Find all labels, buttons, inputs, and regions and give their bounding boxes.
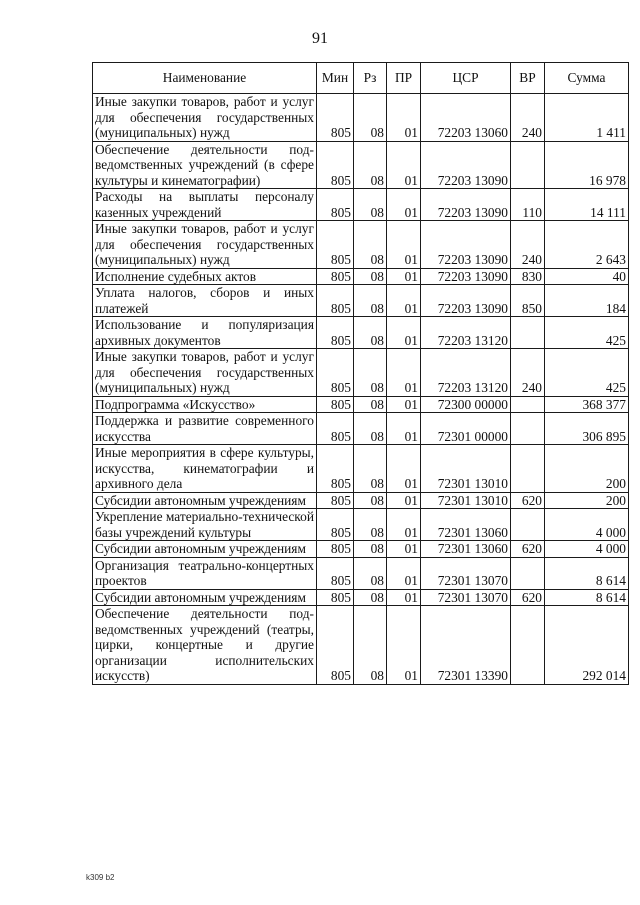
table-row xyxy=(93,541,629,558)
table-row xyxy=(93,141,629,189)
row-vr: 620 xyxy=(511,541,545,558)
row-name: Поддержка и развитие современного искусства xyxy=(93,413,317,445)
row-rz: 08 xyxy=(354,413,387,445)
row-pr: 01 xyxy=(387,317,421,349)
row-min: 805 xyxy=(317,557,354,589)
row-csr: 72301 13060 xyxy=(421,509,511,541)
row-pr: 01 xyxy=(387,606,421,685)
row-csr: 72301 13070 xyxy=(421,589,511,606)
row-rz: 08 xyxy=(354,445,387,493)
table-row xyxy=(93,268,629,285)
row-csr: 72203 13090 xyxy=(421,189,511,221)
row-vr: 850 xyxy=(511,285,545,317)
row-rz: 08 xyxy=(354,557,387,589)
row-pr: 01 xyxy=(387,413,421,445)
row-pr: 01 xyxy=(387,509,421,541)
row-vr xyxy=(511,445,545,493)
row-vr xyxy=(511,141,545,189)
row-vr: 110 xyxy=(511,189,545,221)
table-row xyxy=(93,285,629,317)
row-vr: 620 xyxy=(511,492,545,509)
row-name: Субсидии автономным учреждениям xyxy=(93,492,317,509)
row-pr: 01 xyxy=(387,445,421,493)
table-row xyxy=(93,94,629,142)
row-csr: 72301 13010 xyxy=(421,492,511,509)
row-min: 805 xyxy=(317,445,354,493)
row-rz: 08 xyxy=(354,189,387,221)
row-rz: 08 xyxy=(354,492,387,509)
row-csr: 72301 13010 xyxy=(421,445,511,493)
row-rz: 08 xyxy=(354,589,387,606)
header-name: Наименование xyxy=(93,63,317,94)
row-sum: 8 614 xyxy=(545,589,629,606)
table-row xyxy=(93,189,629,221)
row-min: 805 xyxy=(317,589,354,606)
row-sum: 4 000 xyxy=(545,541,629,558)
table-row xyxy=(93,413,629,445)
row-rz: 08 xyxy=(354,541,387,558)
row-rz: 08 xyxy=(354,94,387,142)
row-pr: 01 xyxy=(387,557,421,589)
row-sum: 200 xyxy=(545,445,629,493)
row-min: 805 xyxy=(317,317,354,349)
header-csr: ЦСР xyxy=(421,63,511,94)
header-min: Мин xyxy=(317,63,354,94)
row-vr xyxy=(511,317,545,349)
table-body xyxy=(93,94,629,685)
row-name: Иные закупки товаров, работ и услуг для обеспечения государственных (муниципальных) нужд xyxy=(93,221,317,269)
row-sum: 8 614 xyxy=(545,557,629,589)
header-rz: Рз xyxy=(354,63,387,94)
row-name: Укрепление материально-технической базы учреждений культуры xyxy=(93,509,317,541)
row-csr: 72301 13060 xyxy=(421,541,511,558)
table-row xyxy=(93,317,629,349)
row-csr: 72203 13090 xyxy=(421,268,511,285)
row-min: 805 xyxy=(317,268,354,285)
row-csr: 72203 13120 xyxy=(421,317,511,349)
row-vr xyxy=(511,509,545,541)
table-row xyxy=(93,509,629,541)
row-pr: 01 xyxy=(387,285,421,317)
row-sum: 184 xyxy=(545,285,629,317)
row-csr: 72203 13060 xyxy=(421,94,511,142)
row-sum: 425 xyxy=(545,349,629,397)
table-row xyxy=(93,557,629,589)
page-number: 91 xyxy=(312,30,328,47)
row-sum: 14 111 xyxy=(545,189,629,221)
row-name: Использование и популяризация архивных документов xyxy=(93,317,317,349)
table-row xyxy=(93,606,629,685)
header-sum: Сумма xyxy=(545,63,629,94)
row-name: Уплата налогов, сборов и иных платежей xyxy=(93,285,317,317)
row-rz: 08 xyxy=(354,349,387,397)
row-vr: 240 xyxy=(511,221,545,269)
row-sum: 40 xyxy=(545,268,629,285)
row-name: Субсидии автономным учреждениям xyxy=(93,589,317,606)
row-csr: 72203 13120 xyxy=(421,349,511,397)
table-row xyxy=(93,396,629,413)
row-min: 805 xyxy=(317,413,354,445)
row-rz: 08 xyxy=(354,317,387,349)
table-row xyxy=(93,445,629,493)
row-sum: 200 xyxy=(545,492,629,509)
row-csr: 72300 00000 xyxy=(421,396,511,413)
table-row xyxy=(93,349,629,397)
row-rz: 08 xyxy=(354,268,387,285)
row-rz: 08 xyxy=(354,396,387,413)
row-min: 805 xyxy=(317,396,354,413)
row-sum: 292 014 xyxy=(545,606,629,685)
row-name: Иные закупки товаров, работ и услуг для обеспечения государственных (муниципальных) нужд xyxy=(93,349,317,397)
row-pr: 01 xyxy=(387,189,421,221)
row-pr: 01 xyxy=(387,541,421,558)
row-name: Подпрограмма «Искусство» xyxy=(93,396,317,413)
row-pr: 01 xyxy=(387,94,421,142)
table-row xyxy=(93,589,629,606)
row-min: 805 xyxy=(317,541,354,558)
row-vr xyxy=(511,396,545,413)
row-vr xyxy=(511,606,545,685)
header-vr: ВР xyxy=(511,63,545,94)
row-pr: 01 xyxy=(387,221,421,269)
row-vr xyxy=(511,557,545,589)
row-csr: 72301 13070 xyxy=(421,557,511,589)
row-name: Субсидии автономным учреждениям xyxy=(93,541,317,558)
row-min: 805 xyxy=(317,349,354,397)
row-name: Исполнение судебных актов xyxy=(93,268,317,285)
row-sum: 1 411 xyxy=(545,94,629,142)
row-name: Иные мероприятия в сфере культуры, искусства, кинематографии и архивного дела xyxy=(93,445,317,493)
row-csr: 72301 00000 xyxy=(421,413,511,445)
row-min: 805 xyxy=(317,492,354,509)
row-rz: 08 xyxy=(354,285,387,317)
budget-table xyxy=(92,62,629,685)
row-min: 805 xyxy=(317,285,354,317)
row-name: Иные закупки товаров, работ и услуг для обеспечения государственных (муниципальных) нужд xyxy=(93,94,317,142)
row-vr: 830 xyxy=(511,268,545,285)
table-row xyxy=(93,492,629,509)
row-rz: 08 xyxy=(354,141,387,189)
row-name: Организация театрально-концертных проектов xyxy=(93,557,317,589)
row-sum: 16 978 xyxy=(545,141,629,189)
row-pr: 01 xyxy=(387,492,421,509)
row-min: 805 xyxy=(317,221,354,269)
row-sum: 306 895 xyxy=(545,413,629,445)
row-csr: 72203 13090 xyxy=(421,141,511,189)
row-csr: 72301 13390 xyxy=(421,606,511,685)
row-sum: 2 643 xyxy=(545,221,629,269)
row-min: 805 xyxy=(317,94,354,142)
row-name: Расходы на выплаты персоналу казенных учреждений xyxy=(93,189,317,221)
row-rz: 08 xyxy=(354,606,387,685)
row-pr: 01 xyxy=(387,268,421,285)
table-row xyxy=(93,221,629,269)
row-name: Обеспечение деятельности подведомственных учреждений (в сфере культуры и кинематографии) xyxy=(93,141,317,189)
row-pr: 01 xyxy=(387,349,421,397)
row-pr: 01 xyxy=(387,589,421,606)
header-pr: ПР xyxy=(387,63,421,94)
row-vr: 620 xyxy=(511,589,545,606)
row-vr: 240 xyxy=(511,349,545,397)
row-rz: 08 xyxy=(354,509,387,541)
row-sum: 368 377 xyxy=(545,396,629,413)
row-pr: 01 xyxy=(387,141,421,189)
row-min: 805 xyxy=(317,509,354,541)
row-rz: 08 xyxy=(354,221,387,269)
footer-code: k309 b2 xyxy=(86,873,115,882)
row-pr: 01 xyxy=(387,396,421,413)
table-header-row xyxy=(93,63,629,94)
row-name: Обеспечение деятельности подведомственных учреждений (театры, цирки, концертные и другие организации исполнительских искусств) xyxy=(93,606,317,685)
row-csr: 72203 13090 xyxy=(421,221,511,269)
row-vr xyxy=(511,413,545,445)
row-sum: 425 xyxy=(545,317,629,349)
row-min: 805 xyxy=(317,141,354,189)
row-min: 805 xyxy=(317,606,354,685)
row-csr: 72203 13090 xyxy=(421,285,511,317)
row-sum: 4 000 xyxy=(545,509,629,541)
row-min: 805 xyxy=(317,189,354,221)
row-vr: 240 xyxy=(511,94,545,142)
